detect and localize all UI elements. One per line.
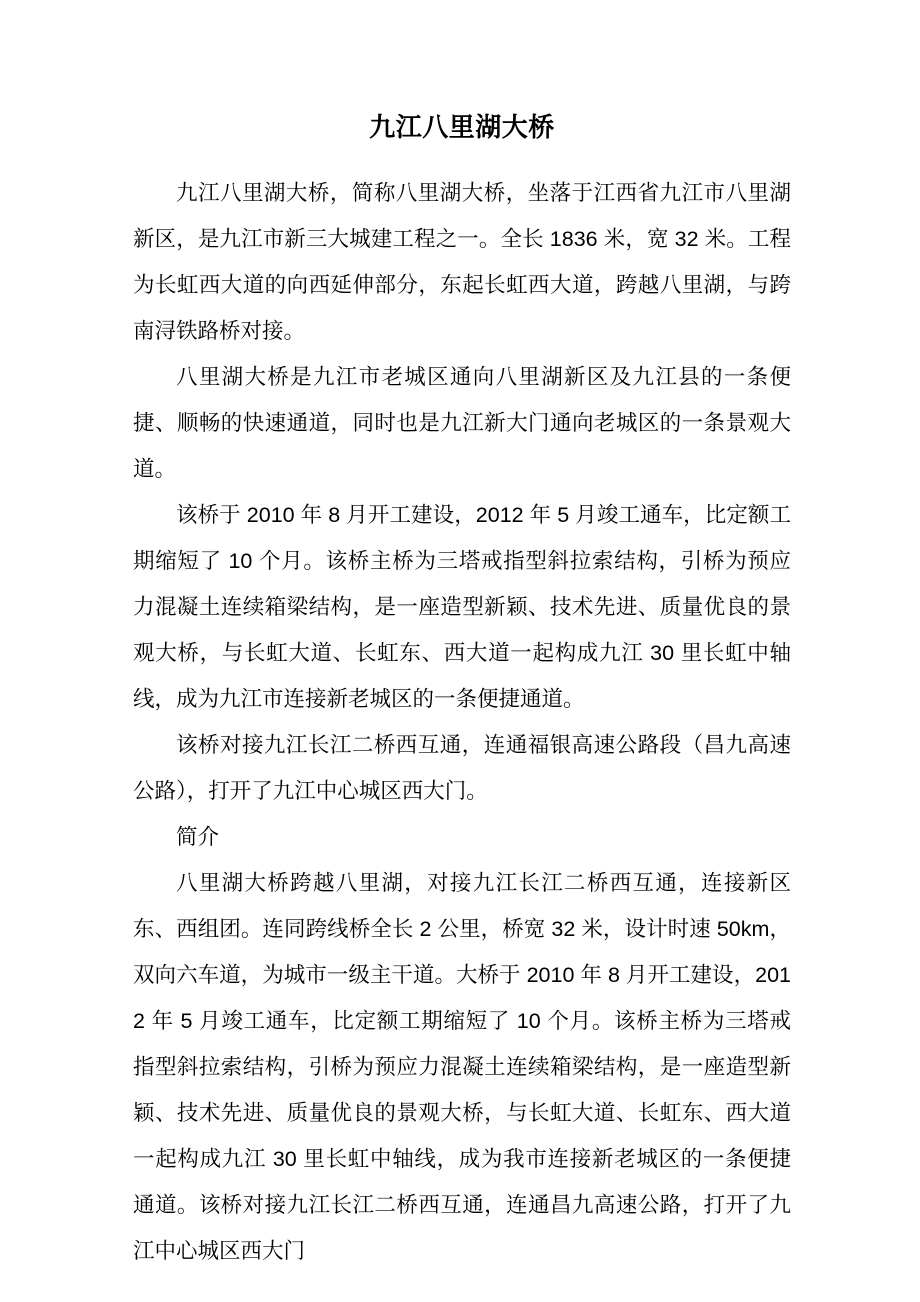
page-title: 九江八里湖大桥 <box>369 112 555 142</box>
section-heading-introduction: 简介 <box>176 825 220 849</box>
document-body <box>133 104 791 1274</box>
paragraph-introduction-detail: 八里湖大桥跨越八里湖，对接九江长江二桥西互通，连接新区东、西组团。连同跨线桥全长 2 公里，桥宽 32 米，设计时速 50km，双向六车道，为城市一级主干道。大桥于 2010 年 8 月开工建设，2012 年 5 月竣工通车，比定额工期缩短了 10 个月。该桥主桥为三塔戒指型斜拉索结构，引桥为预应力混凝土连续箱梁结构，是一座造型新颖、技术先进、质量优良的景观大桥，与长虹大道、长虹东、西大道一起构成九江 30 里长虹中轴线，成为我市连接新老城区的一条便捷通道。该桥对接九江长江二桥西互通，连通昌九高速公路，打开了九江中心城区西大门 <box>133 871 791 1263</box>
paragraph-traffic-corridor: 八里湖大桥是九江市老城区通向八里湖新区及九江县的一条便捷、顺畅的快速通道，同时也是九江新大门通向老城区的一条景观大道。 <box>133 365 791 481</box>
paragraph-construction: 该桥于 2010 年 8 月开工建设，2012 年 5 月竣工通车，比定额工期缩短了 10 个月。该桥主桥为三塔戒指型斜拉索结构，引桥为预应力混凝土连续箱梁结构，是一座造型新颖、技术先进、质量优良的景观大桥，与长虹大道、长虹东、西大道一起构成九江 30 里长虹中轴线，成为九江市连接新老城区的一条便捷通道。 <box>133 503 791 711</box>
paragraph-connections: 该桥对接九江长江二桥西互通，连通福银高速公路段（昌九高速公路），打开了九江中心城区西大门。 <box>133 733 791 803</box>
paragraph-overview: 九江八里湖大桥，简称八里湖大桥，坐落于江西省九江市八里湖新区，是九江市新三大城建工程之一。全长 1836 米，宽 32 米。工程为长虹西大道的向西延伸部分，东起长虹西大道，跨越八里湖，与跨南浔铁路桥对接。 <box>133 181 791 343</box>
